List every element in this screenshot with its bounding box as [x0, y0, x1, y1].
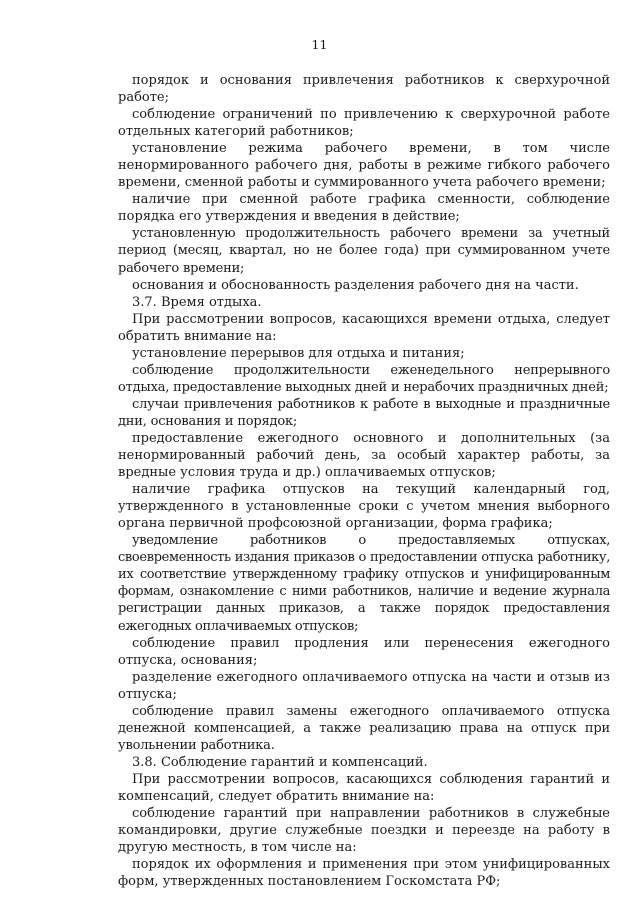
- section-heading-rest-time: 3.7. Время отдыха.: [132, 294, 262, 310]
- page-number: 11: [311, 37, 328, 52]
- paragraph-weekly-rest: соблюдение продолжительности еженедельного непрерывного отдыха, предоставление выходных дней и нерабочих праздничных дней;: [118, 362, 610, 395]
- paragraph-leave-notification: уведомление работников о предоставляемых отпусках, своевременность издания приказов о предоставлении отпуска работнику, их соответствие утвержденному графику отпусков и унифицированным формам, ознакомление с ними работников, наличие и ведение журнала регистрации данных приказов, а также порядок предоставления ежегодных оплачиваемых отпусков;: [118, 533, 610, 634]
- paragraph-annual-leave: предоставление ежегодного основного и дополнительных (за ненормированный рабочий день, за особый характер работы, за вредные условия труда и др.) оплачиваемых отпусков;: [118, 430, 610, 481]
- paragraph-leave-extension: соблюдение правил продления или перенесения ежегодного отпуска, основания;: [118, 635, 610, 668]
- paragraph-holiday-work: случаи привлечения работников к работе в выходные и праздничные дни, основания и порядок;: [118, 396, 610, 429]
- section-heading-guarantees: 3.8. Соблюдение гарантий и компенсаций.: [132, 754, 428, 770]
- paragraph-working-time-regime: установление режима рабочего времени, в том числе ненормированного рабочего дня, работы в режиме гибкого рабочего времени, сменной работы и суммированного учета рабочего времени;: [118, 141, 610, 191]
- paragraph-leave-compensation: соблюдение правил замены ежегодного оплачиваемого отпуска денежной компенсацией, а также реализацию права на отпуск при увольнении работника.: [118, 703, 610, 753]
- paragraph-breaks: установление перерывов для отдыха и питания;: [132, 345, 465, 361]
- paragraph-rest-time-intro: При рассмотрении вопросов, касающихся времени отдыха, следует обратить внимание на:: [118, 311, 610, 344]
- document-body: [118, 72, 610, 890]
- paragraph-overtime-restrictions: соблюдение ограничений по привлечению к сверхурочной работе отдельных категорий работников;: [118, 107, 610, 140]
- paragraph-unified-forms: порядок их оформления и применения при этом унифицированных форм, утвержденных постановлением Госкомстата РФ;: [118, 857, 610, 890]
- paragraph-leave-division: разделение ежегодного оплачиваемого отпуска на части и отзыв из отпуска;: [118, 669, 610, 702]
- paragraph-guarantees-intro: При рассмотрении вопросов, касающихся соблюдения гарантий и компенсаций, следует обратить внимание на:: [118, 771, 610, 804]
- paragraph-workday-division: основания и обоснованность разделения рабочего дня на части.: [132, 277, 579, 293]
- paragraph-shift-schedule: наличие при сменной работе графика сменности, соблюдение порядка его утверждения и введения в действие;: [118, 192, 610, 225]
- paragraph-accounting-period: установленную продолжительность рабочего времени за учетный период (месяц, квартал, но не более года) при суммированном учете рабочего времени;: [118, 226, 610, 276]
- paragraph-business-trips: соблюдение гарантий при направлении работников в служебные командировки, другие служебные поездки и переезде на работу в другую местность, в том числе на:: [118, 806, 610, 856]
- paragraph-leave-schedule: наличие графика отпусков на текущий календарный год, утвержденного в установленные сроки с учетом мнения выборного органа первичной профсоюзной организации, форма графика;: [118, 482, 610, 532]
- paragraph-overtime-order: порядок и основания привлечения работников к сверхурочной работе;: [118, 73, 610, 106]
